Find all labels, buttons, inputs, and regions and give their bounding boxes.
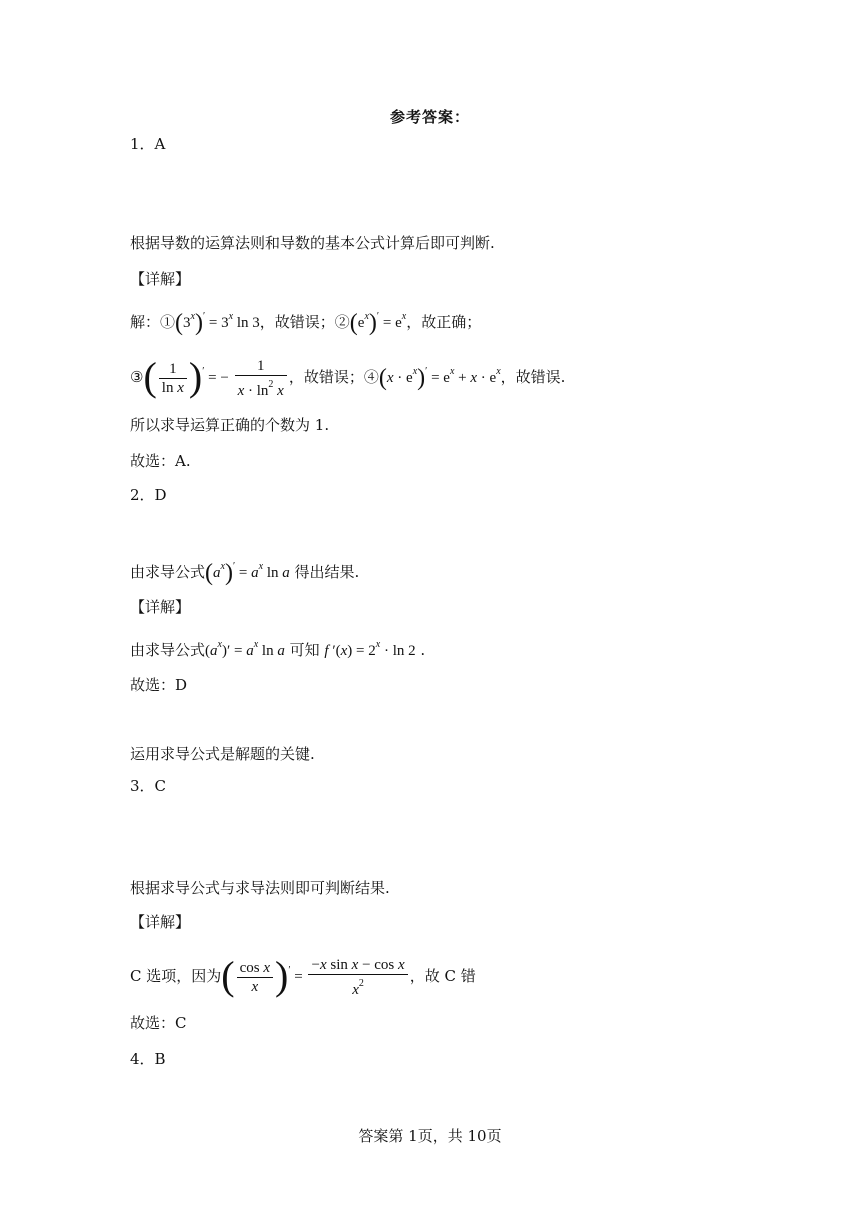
q1-answer: 故选：A. [130, 452, 191, 470]
q2-detail-heading: 【详解】 [130, 598, 191, 616]
q2-label: 2．D [130, 486, 167, 504]
formula-f-prime: f $'(x) = 2^x \cdot \ln 2$ [324, 639, 416, 659]
q1-hint: 根据导数的运算法则和导数的基本公式计算后即可判断. [130, 234, 495, 252]
q2-hint: 由求导公式$(a^x)' = a^x$ ln a 得出结果. [130, 560, 360, 586]
formula-ex: $(e^x)' = e^x$ [349, 310, 407, 336]
page-footer: 答案第 1页，共 10页 [358, 1127, 502, 1145]
q1-solution-line1: 解：$①(3^x)' = 3^x$ ln 3，故错误；$②(e^x)' = e^x$，故正确； [130, 310, 482, 336]
q4-label: 4．B [130, 1050, 166, 1068]
formula-cosx-over-x: ( $\frac{\text{cos x}}{x}$ )′ = $\frac{\text{−x sin x − cos x}}{x^2}$ [221, 969, 409, 985]
formula-1-over-lnx: ( $\frac{1}{\text{ln x}}$ )′ = − $\frac{1}{x \cdot \ln^2 x}$ [143, 370, 288, 386]
q3-label: 3．C [130, 777, 167, 795]
q2-answer: 故选：D [130, 676, 188, 694]
formula-x-ex: $(x \cdot e^x)' = e^x + x \cdot e^x$ [378, 365, 501, 391]
q1-label: 1．A [130, 135, 166, 153]
q3-solution: C 选项，因为( $\frac{\text{cos x}}{x}$ )′ = $\frac{\text{−x sin x − cos x}}{x^2}$ ，故 C 错 [130, 953, 476, 999]
q1-solution-line2: ③( $\frac{1}{\text{ln x}}$ )′ = − $\frac{1}{x \cdot \ln^2 x}$ ，故错误；④(x · $e^x)' = e^x + x \cdot e^x$，故错误. [130, 354, 566, 400]
formula-ax: $(a^x)' = a^x$ ln a [205, 560, 290, 586]
q3-hint: 根据求导公式与求导法则即可判断结果. [130, 879, 390, 897]
page-title: 参考答案： [389, 108, 470, 126]
q1-detail-heading: 【详解】 [130, 270, 191, 288]
formula-3x: $(3^x)' = 3^x$ ln 3 [175, 310, 260, 336]
q3-answer: 故选：C [130, 1014, 187, 1032]
q2-comment: 运用求导公式是解题的关键. [130, 745, 315, 763]
formula-ax-inline: $(a^x)' = a^x$ ln a [205, 639, 285, 659]
q1-conclusion: 所以求导运算正确的个数为 1. [130, 416, 330, 434]
q3-detail-heading: 【详解】 [130, 913, 191, 931]
q2-solution: 由求导公式$(a^x)' = a^x$ ln a 可知 f $'(x) = 2^x \cdot \ln 2$ . [130, 639, 426, 659]
